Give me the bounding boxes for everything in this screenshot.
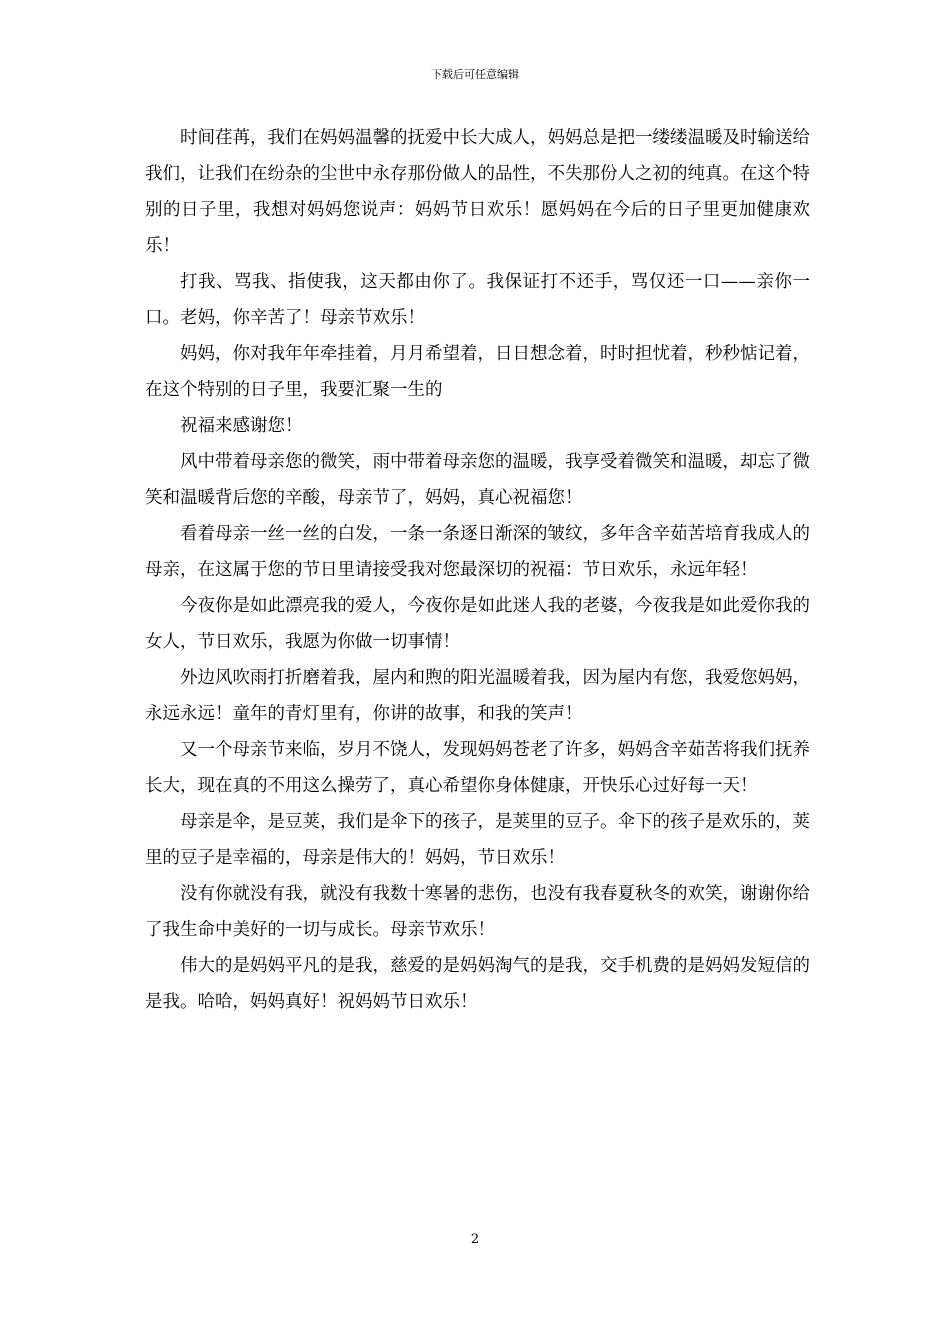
paragraph: 祝福来感谢您！	[180, 416, 303, 436]
paragraph: 妈妈，你对我年年牵挂着，月月希望着，日日想念着，时时担忧着，秒秒惦记着，在这个特别的日子里，我要汇聚一生的	[145, 344, 810, 400]
paragraph: 时间荏苒，我们在妈妈温馨的抚爱中长大成人，妈妈总是把一缕缕温暖及时输送给我们，让我们在纷杂的尘世中永存那份做人的品性，不失那份人之初的纯真。在这个特别的日子里，我想对妈妈您说声：妈妈节日欢乐！愿妈妈在今后的日子里更加健康欢乐！	[145, 128, 810, 256]
document-body	[145, 120, 810, 1020]
paragraph: 风中带着母亲您的微笑，雨中带着母亲您的温暖，我享受着微笑和温暖，却忘了微笑和温暖背后您的辛酸，母亲节了，妈妈，真心祝福您！	[145, 452, 810, 508]
page-header: 下载后可任意编辑	[431, 68, 519, 81]
paragraph: 伟大的是妈妈平凡的是我，慈爱的是妈妈淘气的是我，交手机费的是妈妈发短信的是我。哈哈，妈妈真好！祝妈妈节日欢乐！	[145, 956, 810, 1012]
page-number: 2	[470, 1232, 480, 1247]
paragraph: 又一个母亲节来临，岁月不饶人，发现妈妈苍老了许多，妈妈含辛茹苦将我们抚养长大，现在真的不用这么操劳了，真心希望你身体健康，开快乐心过好每一天！	[145, 740, 810, 796]
paragraph: 没有你就没有我，就没有我数十寒暑的悲伤，也没有我春夏秋冬的欢笑，谢谢你给了我生命中美好的一切与成长。母亲节欢乐！	[145, 884, 810, 940]
paragraph: 母亲是伞，是豆荚，我们是伞下的孩子，是荚里的豆子。伞下的孩子是欢乐的，荚里的豆子是幸福的，母亲是伟大的！妈妈，节日欢乐！	[145, 812, 810, 868]
paragraph: 打我、骂我、指使我，这天都由你了。我保证打不还手，骂仅还一口——亲你一口。老妈，你辛苦了！母亲节欢乐！	[145, 272, 810, 328]
paragraph: 外边风吹雨打折磨着我，屋内和煦的阳光温暖着我，因为屋内有您，我爱您妈妈，永远永远！童年的青灯里有，你讲的故事，和我的笑声！	[145, 668, 810, 724]
paragraph: 看着母亲一丝一丝的白发，一条一条逐日渐深的皱纹，多年含辛茹苦培育我成人的母亲，在这属于您的节日里请接受我对您最深切的祝福：节日欢乐，永远年轻！	[145, 524, 810, 580]
paragraph: 今夜你是如此漂亮我的爱人，今夜你是如此迷人我的老婆，今夜我是如此爱你我的女人，节日欢乐，我愿为你做一切事情！	[145, 596, 810, 652]
